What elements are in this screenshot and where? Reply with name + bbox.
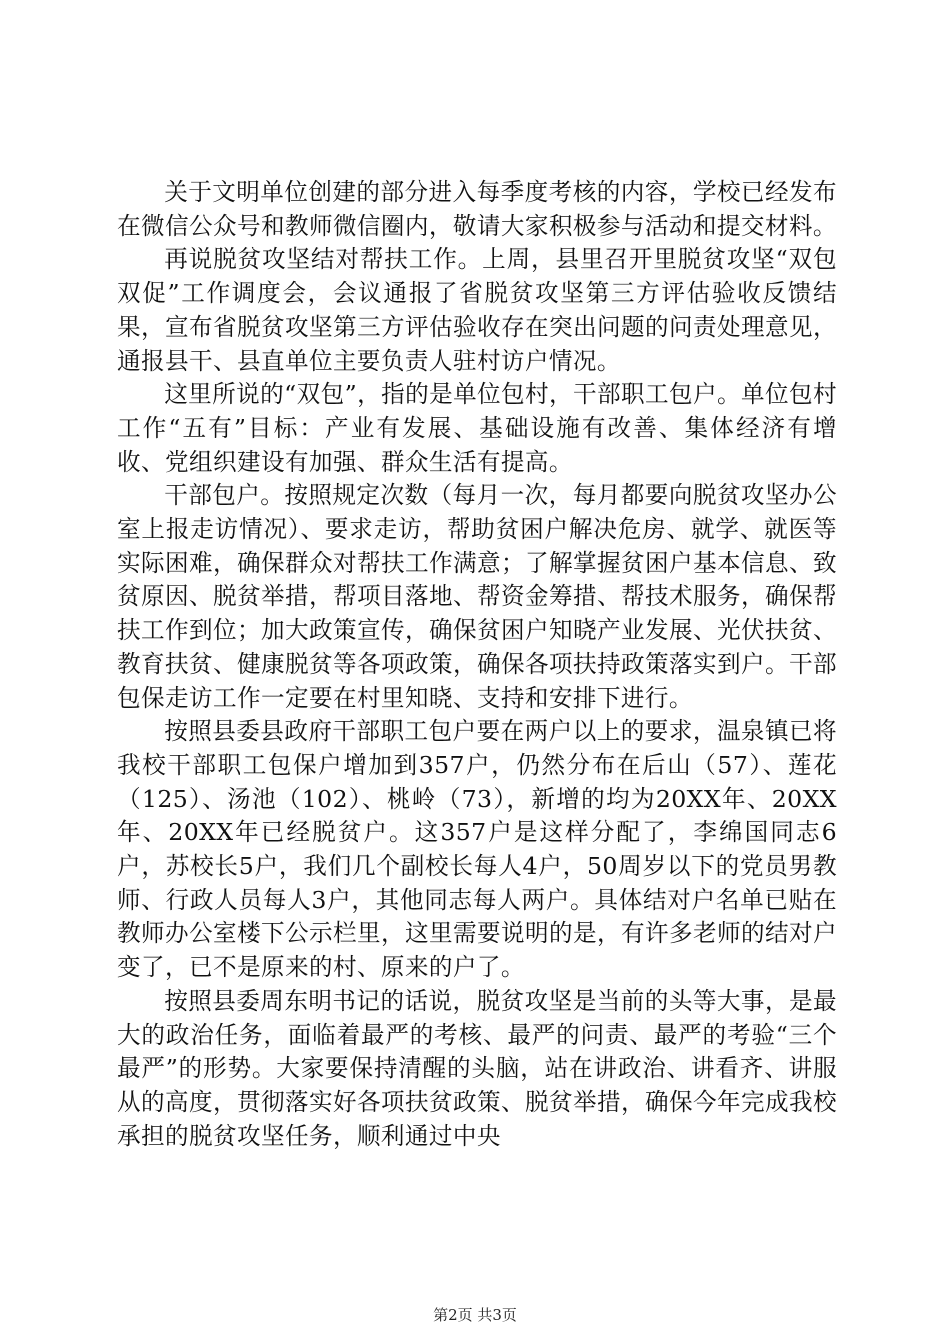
document-body (117, 176, 837, 1153)
page-number-footer: 第2页 共3页 (433, 1306, 517, 1324)
paragraph: 再说脱贫攻坚结对帮扶工作。上周，县里召开里脱贫攻坚“双包双促”工作调度会，会议通报了省脱贫攻坚第三方评估验收反馈结果，宣布省脱贫攻坚第三方评估验收存在突出问题的问责处理意见，通报县干、县直单位主要负责人驻村访户情况。 (117, 245, 837, 375)
paragraph: 干部包户。按照规定次数（每月一次，每月都要向脱贫攻坚办公室上报走访情况）、要求走访，帮助贫困户解决危房、就学、就医等实际困难，确保群众对帮扶工作满意；了解掌握贫困户基本信息、致贫原因、脱贫举措，帮项目落地、帮资金筹措、帮技术服务，确保帮扶工作到位；加大政策宣传，确保贫困户知晓产业发展、光伏扶贫、教育扶贫、健康脱贫等各项政策，确保各项扶持政策落实到户。干部包保走访工作一定要在村里知晓、支持和安排下进行。 (117, 481, 837, 712)
paragraph: 关于文明单位创建的部分进入每季度考核的内容，学校已经发布在微信公众号和教师微信圈内，敬请大家积极参与活动和提交材料。 (117, 178, 837, 240)
paragraph: 按照县委周东明书记的话说，脱贫攻坚是当前的头等大事，是最大的政治任务，面临着最严的考核、最严的问责、最严的考验“三个最严”的形势。大家要保持清醒的头脑，站在讲政治、讲看齐、讲服从的高度，贯彻落实好各项扶贫政策、脱贫举措，确保今年完成我校承担的脱贫攻坚任务，顺利通过中央 (117, 986, 837, 1150)
paragraph: 这里所说的“双包”，指的是单位包村，干部职工包户。单位包村工作“五有”目标：产业有发展、基础设施有改善、集体经济有增收、党组织建设有加强、群众生活有提高。 (117, 380, 837, 476)
paragraph: 按照县委县政府干部职工包户要在两户以上的要求，温泉镇已将我校干部职工包保户增加到357户，仍然分布在后山（57）、莲花（125）、汤池（102）、桃岭（73），新增的均为20XX年、20XX年、20XX年已经脱贫户。这357户是这样分配了，李绵国同志6户，苏校长5户，我们几个副校长每人4户，50周岁以下的党员男教师、行政人员每人3户，其他同志每人两户。具体结对户名单已贴在教师办公室楼下公示栏里，这里需要说明的是，有许多老师的结对户变了，已不是原来的村、原来的户了。 (117, 717, 837, 982)
